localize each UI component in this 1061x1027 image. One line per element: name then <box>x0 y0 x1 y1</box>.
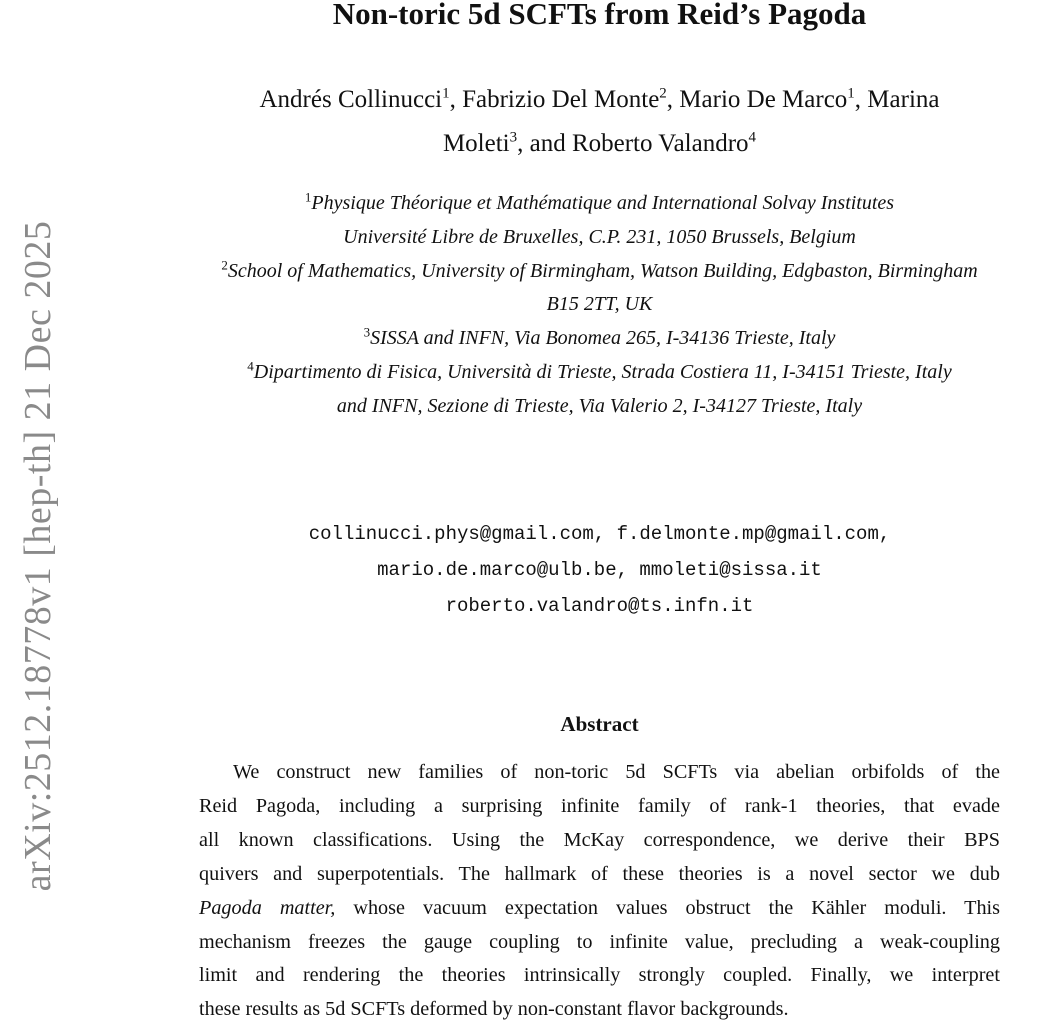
affiliation-text: B15 2TT, UK <box>546 293 653 316</box>
author-separator: , Marina <box>854 86 940 113</box>
author-name: Moleti <box>442 130 510 157</box>
affiliation-mark: 3 <box>363 324 371 340</box>
affiliation-text: Physique Théorique et Mathématique and International Solvay Institutes <box>311 192 895 214</box>
abstract-line: mechanism freezes the gauge coupling to infinite value, precluding a weak-coupling <box>199 930 1000 953</box>
affiliation-line <box>138 187 1061 221</box>
author-line-2 <box>138 122 1061 166</box>
author-separator: , and Roberto Valandro <box>517 130 749 157</box>
affiliation-mark: 2 <box>659 85 667 102</box>
abstract-line <box>199 892 1000 926</box>
abstract-line: limit and rendering the theories intrinsically strongly coupled. Finally, we interpret <box>199 964 1000 987</box>
arxiv-identifier-stamp: arXiv:2512.18778v1 [hep-th] 21 Dec 2025 <box>17 220 59 892</box>
abstract-line-rest: whose vacuum expectation values obstruct the Kähler moduli. This <box>353 896 1001 919</box>
email-list <box>138 516 1061 624</box>
affiliation-line <box>138 356 1061 390</box>
affiliation-mark: 1 <box>304 189 312 205</box>
email-line[interactable]: collinucci.phys@gmail.com, f.delmonte.mp@gmail.com, <box>308 523 891 545</box>
affiliation-line <box>138 390 1061 424</box>
affiliation-line <box>138 221 1061 255</box>
abstract-emphasis: Pagoda matter, <box>199 896 336 919</box>
affiliation-text: and INFN, Sezione di Trieste, Via Valerio 2, I-34127 Trieste, Italy <box>336 394 863 417</box>
affiliation-mark: 4 <box>247 358 254 374</box>
author-list <box>138 78 1061 166</box>
author-name: Andrés Collinucci <box>259 86 443 113</box>
abstract-line: Reid Pagoda, including a surprising infinite family of rank-1 theories, that evade <box>199 794 1000 817</box>
affiliation-line <box>138 255 1061 289</box>
affiliation-text: Dipartimento di Fisica, Università di Trieste, Strada Costiera 11, I-34151 Trieste, Italy <box>253 360 952 383</box>
paper-title: Non-toric 5d SCFTs from Reid’s Pagoda <box>332 0 867 31</box>
affiliation-line <box>138 288 1061 322</box>
affiliation-text: Université Libre de Bruxelles, C.P. 231, 1050 Brussels, Belgium <box>343 225 856 248</box>
affiliation-list <box>138 187 1061 424</box>
email-line[interactable]: mario.de.marco@ulb.be, mmoleti@sissa.it <box>377 559 822 581</box>
affiliation-mark: 1 <box>442 85 450 102</box>
affiliation-line <box>138 322 1061 356</box>
affiliation-mark: 4 <box>748 129 757 146</box>
author-separator: , <box>666 86 680 113</box>
author-name: Fabrizio Del Monte <box>462 86 660 113</box>
affiliation-mark: 1 <box>847 85 855 102</box>
affiliation-mark: 2 <box>221 256 228 272</box>
author-name: Mario De Marco <box>679 86 848 113</box>
abstract-line: these results as 5d SCFTs deformed by non-constant flavor backgrounds. <box>199 998 789 1021</box>
author-line-1 <box>138 78 1061 122</box>
affiliation-text: School of Mathematics, University of Birmingham, Watson Building, Edgbaston, Birmingham <box>227 259 978 282</box>
abstract-body <box>199 756 1000 1027</box>
abstract-line: We construct new families of non-toric 5d SCFTs via abelian orbifolds of the <box>233 761 1000 783</box>
abstract-heading: Abstract <box>560 712 639 736</box>
affiliation-text: SISSA and INFN, Via Bonomea 265, I-34136 Trieste, Italy <box>370 327 836 350</box>
abstract-line: all known classifications. Using the McKay correspondence, we derive their BPS <box>199 828 1000 851</box>
author-separator: , <box>449 86 463 113</box>
abstract-line: quivers and superpotentials. The hallmark of these theories is a novel sector we dub <box>199 862 1000 885</box>
email-line[interactable]: roberto.valandro@ts.infn.it <box>445 595 754 617</box>
affiliation-mark: 3 <box>509 129 518 146</box>
